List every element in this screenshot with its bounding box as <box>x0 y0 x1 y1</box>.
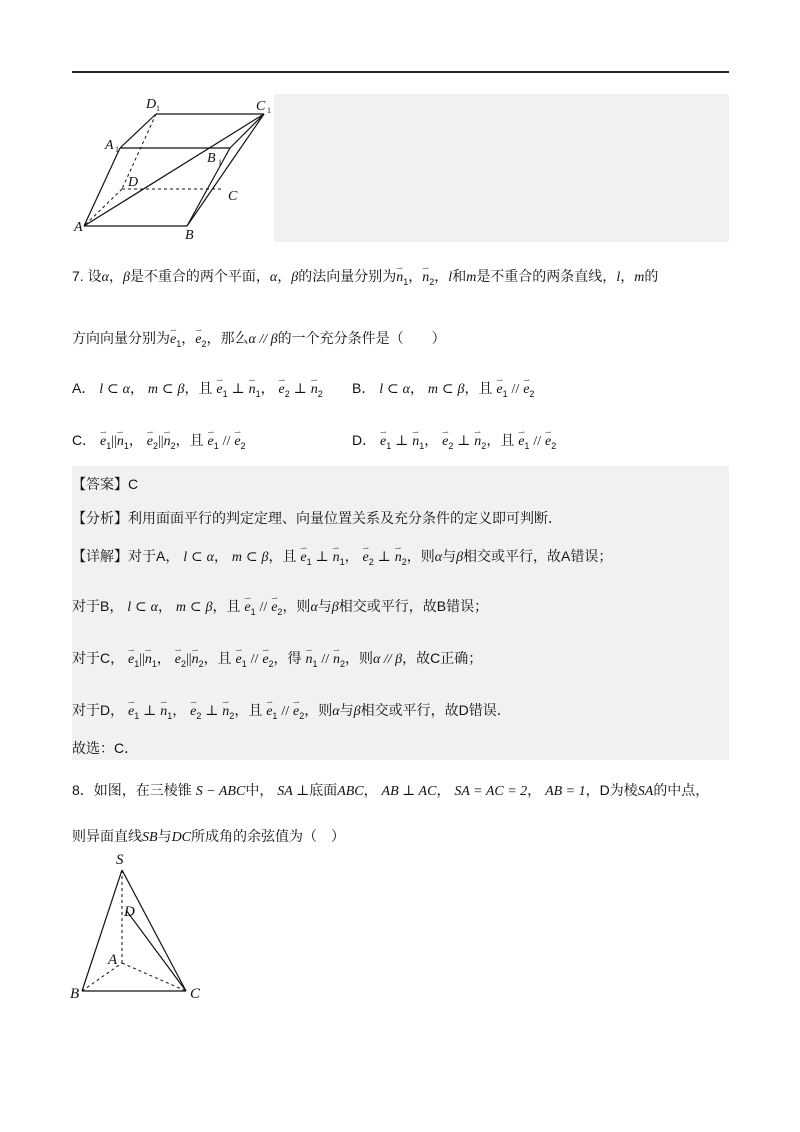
q8-line-2 <box>72 826 345 848</box>
sub-2: 2 <box>481 440 487 451</box>
subset-symbol: ⊂ <box>441 382 454 397</box>
q8-text: 则异面直线 <box>72 828 142 844</box>
line-m: m <box>147 382 159 397</box>
detail-text: 相交或平行， <box>338 598 423 614</box>
comma: ， <box>436 782 451 798</box>
perp-symbol: ⊥ <box>205 704 219 719</box>
line-l: l <box>448 270 453 285</box>
vector-e2: ⇀ e <box>545 432 551 452</box>
alpha-symbol: α <box>310 600 318 615</box>
comma: ， <box>234 702 249 718</box>
comma: ， <box>434 268 449 284</box>
alpha-symbol: α <box>402 382 410 397</box>
comma: ， <box>108 268 123 284</box>
vector-n2: ⇀ n <box>333 650 340 670</box>
vector-e2: ⇀ e <box>523 380 529 400</box>
ab-perp-ac-expr: AB ⊥ AC <box>381 784 437 799</box>
parallel-symbol: || <box>139 652 145 667</box>
sub-2: 2 <box>240 440 246 451</box>
vector-e1: ⇀ e <box>208 432 214 452</box>
q7-text: 且 <box>500 432 515 448</box>
beta-symbol: β <box>205 600 213 615</box>
option-d[interactable] <box>352 430 556 456</box>
sub-1: 1 <box>306 556 312 567</box>
subset-symbol: ⊂ <box>387 382 399 397</box>
line-l: l <box>379 382 384 397</box>
parallel-symbol: || <box>111 434 117 449</box>
header-rule <box>72 71 729 73</box>
vector-e2: ⇀ e <box>262 650 268 670</box>
option-b[interactable] <box>352 378 534 404</box>
subset-symbol: ⊂ <box>189 600 202 615</box>
sub-2: 2 <box>229 710 235 721</box>
detail-text: 与 <box>339 702 354 718</box>
pyramid-expr: S − ABC <box>195 784 246 799</box>
comma: ， <box>277 268 292 284</box>
detail-text: 且 <box>282 548 297 564</box>
parallel-symbol: // <box>259 600 268 615</box>
parallel-symbol: // <box>250 652 259 667</box>
alpha-symbol: α <box>434 550 443 565</box>
detail-text: 且 <box>226 598 241 614</box>
comma: ， <box>212 598 227 614</box>
label-C1-sub: 1 <box>267 106 271 115</box>
q7-line-1 <box>72 266 658 292</box>
perp-symbol: ⊥ <box>315 550 329 565</box>
vector-e2: ⇀ e <box>234 432 240 452</box>
detail-text: 相交或平行， <box>463 548 548 564</box>
parallel-symbol: || <box>186 652 192 667</box>
subset-symbol: ⊂ <box>107 382 119 397</box>
sub-1: 1 <box>106 440 112 451</box>
detail-line-b <box>72 596 488 622</box>
detail-text: 且 <box>248 702 263 718</box>
vector-e1: ⇀ e <box>128 702 134 722</box>
detail-tag: 【详解】 <box>72 548 128 564</box>
vector-e1: ⇀ e <box>128 650 134 670</box>
subset-symbol: ⊂ <box>191 550 203 565</box>
vector-e1: ⇀ e <box>496 380 502 400</box>
vector-e1: ⇀ e <box>100 432 106 452</box>
label-C1: C <box>256 99 266 114</box>
detail-text: 对于A， <box>128 548 180 564</box>
answer-value: C <box>128 476 139 492</box>
perp-symbol: ⊥ <box>231 382 245 397</box>
line-l: l <box>127 600 132 615</box>
detail-text: ，则 <box>282 598 311 614</box>
q8-text: 底面 <box>309 782 338 798</box>
vector-e2: ⇀ e <box>279 380 285 400</box>
alpha-symbol: α <box>150 600 158 615</box>
comma: ， <box>128 432 143 448</box>
beta-symbol: β <box>457 382 465 397</box>
q8-text: 中， <box>245 782 274 798</box>
label-A1-sub: 1 <box>115 145 119 154</box>
comma: ， <box>214 548 228 564</box>
ab-length-expr: AB = 1 <box>545 784 586 799</box>
option-d-label: D． <box>352 432 377 448</box>
perp-symbol: ⊥ <box>293 382 307 397</box>
vector-e1: ⇀ e <box>170 330 176 350</box>
detail-text: 与 <box>317 598 332 614</box>
option-b-label: B． <box>352 380 376 396</box>
parallel-symbol: // <box>222 434 231 449</box>
sub-2: 2 <box>368 556 374 567</box>
sub-1: 1 <box>134 658 140 669</box>
sub-2: 2 <box>401 556 407 567</box>
sub-1: 1 <box>123 440 129 451</box>
label-D-pyr: D <box>124 904 135 920</box>
alpha-symbol: α <box>332 704 340 719</box>
comma: ， <box>175 432 190 448</box>
vector-e2: ⇀ e <box>147 432 153 452</box>
q7-line-2 <box>72 328 446 354</box>
label-A: A <box>74 220 83 235</box>
detail-text: 且 <box>217 650 232 666</box>
sub-1: 1 <box>176 338 182 349</box>
sub-2: 2 <box>268 658 274 669</box>
q7-text: 方向向量分别为 <box>72 330 170 346</box>
lengths-expr: SA = AC = 2 <box>454 784 528 799</box>
label-B: B <box>185 228 194 242</box>
comma: ， <box>203 650 218 666</box>
sub-2: 2 <box>152 440 158 451</box>
comma: ， <box>486 432 501 448</box>
q7-text: 设 <box>87 268 102 284</box>
subset-symbol: ⊂ <box>245 550 258 565</box>
detail-text: 对于D， <box>72 702 125 718</box>
alpha-symbol: α <box>101 270 109 285</box>
abc-expr: ABC <box>337 784 364 799</box>
beta-symbol: β <box>261 550 269 565</box>
option-a-label: A． <box>72 380 96 396</box>
vector-e1: ⇀ e <box>236 650 242 670</box>
parallel-symbol: // <box>321 652 330 667</box>
alpha-parallel-beta: α // β <box>248 332 278 347</box>
vector-n2: ⇀ n <box>422 268 429 288</box>
vector-e1: ⇀ e <box>300 548 306 568</box>
line-m: m <box>466 270 477 285</box>
choose-text: 故选：C． <box>72 740 139 756</box>
q8-text: 如图，在三棱锥 <box>93 782 192 798</box>
label-C: C <box>228 189 238 204</box>
detail-text: 故D错误． <box>444 702 511 718</box>
alpha-symbol: α <box>122 382 130 397</box>
alpha-parallel-beta: α // β <box>373 652 403 667</box>
sub-2: 2 <box>170 440 176 451</box>
beta-symbol: β <box>331 600 339 615</box>
detail-text: 对于C， <box>72 650 125 666</box>
answer-tag: 【答案】 <box>72 476 128 492</box>
label-D1: D <box>146 97 157 112</box>
detail-line-c <box>72 648 482 674</box>
comma: ， <box>184 380 199 396</box>
label-A-pyr: A <box>108 952 118 968</box>
comma: ， <box>344 548 359 564</box>
q7-text: 且 <box>198 380 213 396</box>
beta-symbol: β <box>122 270 130 285</box>
sub-2: 2 <box>529 388 535 399</box>
parallel-symbol: // <box>533 434 542 449</box>
q8-text: 所成角的余弦值为（ ） <box>191 828 346 844</box>
vector-e2: ⇀ e <box>293 702 299 722</box>
sa-expr: SA <box>637 784 654 799</box>
sub-1: 1 <box>386 440 392 451</box>
alpha-symbol: α <box>269 270 278 285</box>
sub-1: 1 <box>419 440 425 451</box>
perp-symbol: ⊥ <box>377 550 391 565</box>
q7-text: 和 <box>452 268 467 284</box>
answer-line <box>72 474 138 494</box>
detail-line-d <box>72 700 511 726</box>
detail-text: 与 <box>442 548 457 564</box>
q7-text: 且 <box>189 432 204 448</box>
sub-1: 1 <box>151 658 157 669</box>
vector-n2: ⇀ n <box>474 432 481 452</box>
comma: ， <box>268 548 283 564</box>
comma: ， <box>260 380 275 396</box>
line-m: m <box>427 382 439 397</box>
label-C-pyr: C <box>190 986 201 1002</box>
vector-n1: ⇀ n <box>396 268 403 288</box>
vector-n1: ⇀ n <box>305 650 312 670</box>
vector-e1: ⇀ e <box>216 380 222 400</box>
line-m: m <box>175 600 187 615</box>
label-S: S <box>116 852 124 868</box>
detail-text: ，则 <box>406 548 435 564</box>
subset-symbol: ⊂ <box>161 382 174 397</box>
q7-text: ，那么 <box>206 330 249 346</box>
vector-e2: ⇀ e <box>175 650 181 670</box>
sub-1: 1 <box>255 388 261 399</box>
detail-line-a <box>72 546 612 572</box>
sub-2: 2 <box>340 658 346 669</box>
q7-text: 且 <box>478 380 493 396</box>
q7-text: 的法向量分别为 <box>298 268 397 284</box>
q8-line-1 <box>72 780 709 802</box>
sub-1: 1 <box>241 658 247 669</box>
sub-1: 1 <box>502 388 508 399</box>
sub-2: 2 <box>201 338 207 349</box>
beta-symbol: β <box>291 270 299 285</box>
option-c-label: C． <box>72 432 97 448</box>
sub-2: 2 <box>429 276 435 287</box>
sub-1: 1 <box>524 440 530 451</box>
vector-n1: ⇀ n <box>145 650 152 670</box>
vector-e2: ⇀ e <box>195 330 201 350</box>
vector-n1: ⇀ n <box>160 702 167 722</box>
sub-2: 2 <box>198 658 204 669</box>
line-m: m <box>634 270 645 285</box>
detail-text: ，则 <box>304 702 333 718</box>
comma: ， <box>620 268 635 284</box>
vector-n1: ⇀ n <box>333 548 340 568</box>
vector-e2: ⇀ e <box>442 432 448 452</box>
sub-1: 1 <box>339 556 345 567</box>
detail-text: 相交或平行， <box>360 702 445 718</box>
vector-e1: ⇀ e <box>266 702 272 722</box>
comma: ， <box>130 380 144 396</box>
detail-text: 故A错误； <box>547 548 613 564</box>
vector-n2: ⇀ n <box>311 380 318 400</box>
sub-1: 1 <box>222 388 228 399</box>
beta-symbol: β <box>353 704 361 719</box>
option-a[interactable] <box>72 378 323 404</box>
label-A1: A <box>105 138 114 153</box>
comma: ， <box>402 650 417 666</box>
comma: ， <box>424 432 439 448</box>
comma: ， <box>527 782 542 798</box>
sub-2: 2 <box>196 710 202 721</box>
q7-text: 是不重合的两个平面， <box>129 268 270 284</box>
line-l: l <box>183 550 188 565</box>
beta-symbol: β <box>177 382 185 397</box>
vector-n1: ⇀ n <box>412 432 419 452</box>
sub-1: 1 <box>403 276 409 287</box>
vector-n1: ⇀ n <box>249 380 256 400</box>
parallelepiped-figure <box>72 94 274 242</box>
choose-line <box>72 738 138 758</box>
sa-perp-expr: SA ⊥ <box>277 784 310 799</box>
dc-expr: DC <box>171 830 192 845</box>
comma: ， <box>156 650 171 666</box>
label-B1-sub: 1 <box>218 158 222 167</box>
q7-text: 的一个充分条件是（ ） <box>277 330 446 346</box>
sub-2: 2 <box>299 710 305 721</box>
sub-1: 1 <box>250 606 256 617</box>
tetrahedron-figure <box>68 848 208 1004</box>
label-D1-sub: 1 <box>156 104 160 113</box>
parallel-symbol: || <box>158 434 164 449</box>
perp-symbol: ⊥ <box>457 434 471 449</box>
q7-text: 的 <box>644 268 659 284</box>
detail-text: 故B错误； <box>422 598 489 614</box>
parallel-symbol: // <box>511 382 520 397</box>
q8-text: 的中点， <box>653 782 710 798</box>
sub-1: 1 <box>134 710 140 721</box>
vector-e1: ⇀ e <box>518 432 524 452</box>
parallel-symbol: // <box>281 704 290 719</box>
label-D: D <box>128 175 139 190</box>
detail-text: 对于B， <box>72 598 124 614</box>
perp-symbol: ⊥ <box>143 704 157 719</box>
vector-n2: ⇀ n <box>164 432 171 452</box>
detail-text: ，则 <box>345 650 374 666</box>
label-B1: B <box>207 151 216 166</box>
vector-n2: ⇀ n <box>192 650 199 670</box>
vector-e2: ⇀ e <box>271 598 277 618</box>
sub-1: 1 <box>312 658 318 669</box>
sub-2: 2 <box>448 440 454 451</box>
comma: ， <box>158 598 172 614</box>
q8-text: 与 <box>157 828 172 844</box>
comma: ， <box>408 268 423 284</box>
comma: ， <box>181 330 196 346</box>
analysis-tag: 【分析】 <box>72 510 128 526</box>
sub-1: 1 <box>167 710 173 721</box>
label-B-pyr: B <box>70 986 80 1002</box>
sb-expr: SB <box>142 830 158 845</box>
comma: ， <box>410 380 424 396</box>
vector-e2: ⇀ e <box>190 702 196 722</box>
sub-2: 2 <box>317 388 323 399</box>
q8-number: 8． <box>72 782 94 798</box>
detail-text: ，得 <box>273 650 302 666</box>
perp-symbol: ⊥ <box>395 434 409 449</box>
vector-e2: ⇀ e <box>363 548 369 568</box>
vector-e1: ⇀ e <box>380 432 386 452</box>
q7-number: 7. <box>72 268 84 284</box>
analysis-line <box>72 508 562 528</box>
sub-1: 1 <box>213 440 219 451</box>
line-m: m <box>231 550 243 565</box>
detail-text: 故C正确； <box>416 650 483 666</box>
sub-2: 2 <box>180 658 186 669</box>
comma: ， <box>172 702 187 718</box>
q7-text: 是不重合的两条直线， <box>476 268 617 284</box>
sub-2: 2 <box>284 388 290 399</box>
sub-1: 1 <box>272 710 278 721</box>
comma: ， <box>363 782 378 798</box>
subset-symbol: ⊂ <box>135 600 147 615</box>
vector-n1: ⇀ n <box>117 432 124 452</box>
sub-2: 2 <box>551 440 557 451</box>
vector-n2: ⇀ n <box>395 548 402 568</box>
vector-e1: ⇀ e <box>244 598 250 618</box>
q8-text: ，D为棱 <box>585 782 638 798</box>
option-c[interactable] <box>72 430 246 456</box>
vector-n2: ⇀ n <box>222 702 229 722</box>
alpha-symbol: α <box>206 550 214 565</box>
analysis-text: 利用面面平行的判定定理、向量位置关系及充分条件的定义即可判断． <box>128 510 562 526</box>
sub-2: 2 <box>277 606 283 617</box>
comma: ， <box>464 380 479 396</box>
line-l: l <box>616 270 621 285</box>
beta-symbol: β <box>456 550 464 565</box>
line-l: l <box>99 382 104 397</box>
